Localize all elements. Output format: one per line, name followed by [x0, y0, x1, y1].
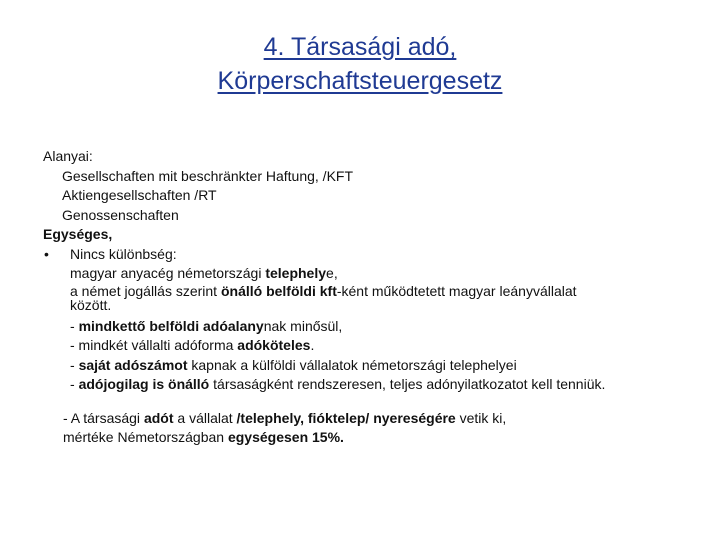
slide-body — [43, 147, 703, 448]
alanyai-item: Gesellschaften mit beschränkter Haftung, /KFT — [62, 167, 354, 184]
bold-run: adójogilag is önálló — [78, 376, 210, 392]
tarsasagi-line — [43, 428, 703, 448]
text-run: mértéke Németországban — [63, 429, 228, 445]
bullet-text: Nincs különbség: — [70, 245, 177, 262]
text-run: e, — [326, 265, 338, 281]
bold-run: önálló belföldi kft — [220, 282, 337, 299]
text-run: a vállalat — [173, 409, 237, 426]
tarsasagi-line — [43, 409, 703, 429]
text-run: - — [70, 317, 79, 334]
bold-run: adóköteles — [237, 337, 311, 353]
text-run: vetik ki, — [455, 409, 507, 426]
alanyai-heading: Alanyai: — [43, 148, 93, 164]
slide-title — [0, 30, 720, 98]
text-run: kapnak a külföldi vállalatok németországi telephelyei — [187, 356, 517, 373]
egyseges-line: között. — [70, 296, 112, 313]
text-run: - — [70, 356, 79, 373]
text-run: a német jogállás szerint — [70, 282, 221, 299]
egyseges-line — [43, 375, 703, 395]
egyseges-line — [43, 284, 703, 298]
alanyai-item: Genossenschaften — [62, 206, 179, 223]
text-run: - — [70, 376, 79, 392]
text-run: nak minősül, — [263, 317, 343, 334]
egyseges-line — [43, 356, 703, 376]
bullet-item — [43, 245, 703, 265]
text-run: -ként működtetett magyar leányvállalat — [336, 282, 577, 299]
title-line-1: 4. Társasági adó, — [263, 33, 457, 61]
bold-run: mindkettő belföldi adóalany — [78, 317, 264, 334]
text-run: magyar anyacég németországi — [70, 265, 266, 281]
bold-run: /telephely, fióktelep/ nyereségére — [236, 409, 456, 426]
egyseges-line — [43, 264, 703, 284]
text-run: - mindkét vállalti adóforma — [70, 337, 238, 353]
egyseges-heading: Egységes, — [43, 226, 113, 242]
bold-run: egységesen 15%. — [227, 429, 344, 445]
text-run: társaságként rendszeresen, teljes adónyilatkozatot kell tenniük. — [209, 376, 606, 392]
title-line-2: Körperschaftsteuergesetz — [217, 67, 503, 95]
bold-run: telephely — [265, 265, 327, 281]
bold-run: adót — [143, 409, 174, 426]
alanyai-item: Aktiengesellschaften /RT — [62, 187, 217, 203]
egyseges-line — [43, 336, 703, 356]
text-run: . — [310, 337, 315, 353]
bullet-icon: • — [44, 245, 49, 262]
egyseges-line — [43, 317, 703, 337]
bold-run: saját adószámot — [78, 356, 188, 373]
text-run: - A társasági — [63, 409, 144, 426]
spacer — [43, 395, 703, 409]
